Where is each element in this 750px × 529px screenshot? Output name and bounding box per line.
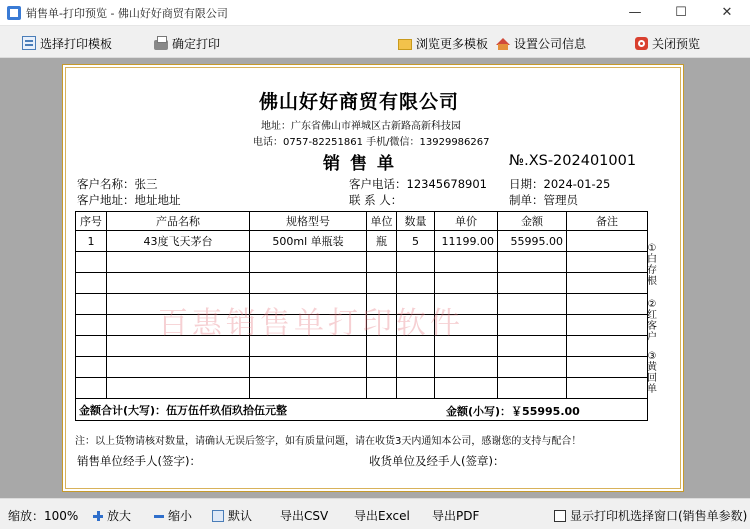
zoom-out-button[interactable] [154,507,192,524]
table-header-row [76,212,648,231]
close-preview-button[interactable] [635,33,700,53]
col-header: 数量 [397,212,435,231]
customer-name-value: 张三 [134,177,158,191]
seller-signature: 销售单位经手人(签字)： [77,454,201,468]
col-header: 规格型号 [250,212,367,231]
total-lower-label: 金额(小写)： [446,405,512,418]
total-upper-value: 伍万伍仟玖佰玖拾伍元整 [166,403,288,417]
customer-name-label: 客户名称： [77,177,135,191]
total-row [76,399,648,421]
contact-field [349,192,402,208]
col-header: 单位 [367,212,397,231]
window-title: 销售单-打印预览 - 佛山好好商贸有限公司 [26,7,228,20]
confirm-print-button[interactable] [154,33,220,53]
items-table [75,211,648,421]
date-field [509,176,610,192]
zoom-in-button[interactable] [93,507,131,524]
table-row [76,231,648,252]
show-printer-dialog-label: 显示打印机选择窗口(销售单参数) [570,509,748,523]
copy-label-red: ②红客户 [647,299,657,343]
default-zoom-icon [212,510,224,522]
company-name: 佛山好好商贸有限公司 [259,91,460,113]
title-bar [0,0,750,26]
export-csv-button[interactable]: 导出CSV [280,509,329,523]
export-excel-button[interactable]: 导出Excel [354,509,410,523]
cell-unit-price: 11199.00 [435,231,498,252]
toolbar [0,26,750,58]
browse-more-label: 浏览更多模板 [416,36,489,51]
cell-product: 43度飞天茅台 [107,231,250,252]
document-note: 注：以上货物请核对数量，请确认无误后签字，如有质量问题，请在收货3天内通知本公司，感谢您的支持与配合！ [75,436,582,447]
close-button[interactable]: ✕ [721,5,733,20]
print-page [62,64,684,492]
close-preview-icon [635,37,648,50]
status-bar [0,498,750,529]
receiver-signature: 收货单位及经手人(签章)： [369,454,505,468]
total-upper-label: 金额合计(大写)： [79,403,167,417]
customer-name-field [77,176,158,192]
company-settings-label: 设置公司信息 [514,36,587,51]
maximize-button[interactable]: ☐ [675,5,687,20]
close-preview-label: 关闭预览 [652,36,701,51]
zoom-out-label: 缩小 [168,509,193,523]
col-header: 单价 [435,212,498,231]
show-printer-dialog-checkbox[interactable] [554,510,566,522]
choose-template-label: 选择打印模板 [40,36,113,51]
default-zoom-button[interactable] [212,507,252,524]
company-address: 地址：广东省佛山市禅城区古新路高新科技园 [261,121,461,132]
cell-index: 1 [76,231,107,252]
col-header: 金额 [498,212,567,231]
app-icon [7,6,21,20]
company-settings-button[interactable] [496,33,586,53]
cell-quantity: 5 [397,231,435,252]
default-zoom-label: 默认 [228,509,253,523]
export-pdf-button[interactable]: 导出PDF [432,509,480,523]
table-row-empty [76,252,648,273]
customer-address-value: 地址地址 [134,193,181,207]
company-phone: 电话：0757-82251861 手机/微信：13929986267 [253,137,490,148]
table-row-empty [76,273,648,294]
cell-amount: 55995.00 [498,231,567,252]
maker-field [509,192,578,208]
table-row-empty [76,357,648,378]
copy-label-yellow: ③黄回单 [647,351,657,395]
customer-address-label: 客户地址： [77,193,135,207]
maker-label: 制单： [509,193,544,207]
total-lower-value: ￥55995.00 [511,405,580,418]
date-value: 2024-01-25 [543,177,611,191]
zoom-in-label: 放大 [107,509,132,523]
show-printer-dialog-option[interactable] [554,507,747,524]
table-row-empty [76,294,648,315]
customer-address-field [77,192,181,208]
printer-icon [154,40,168,50]
table-row-empty [76,378,648,399]
template-icon [22,36,36,50]
zoom-level: 缩放：100% [8,509,79,523]
total-cell [76,399,648,421]
choose-template-button[interactable] [22,33,112,53]
minus-icon [154,511,164,521]
col-header: 备注 [567,212,648,231]
table-row-empty [76,315,648,336]
col-header: 产品名称 [107,212,250,231]
folder-icon [398,39,412,50]
customer-phone-field [349,176,487,192]
watermark: 百惠销售单打印软件 [158,306,464,341]
copy-label-white: ①白存根 [647,243,657,287]
date-label: 日期： [509,177,544,191]
cell-spec: 500ml 单瓶装 [250,231,367,252]
browse-more-templates-button[interactable] [398,33,488,53]
preview-canvas[interactable] [0,58,750,498]
document-number: №.XS-202401001 [509,153,637,169]
home-icon [496,38,510,45]
cell-unit: 瓶 [367,231,397,252]
confirm-print-label: 确定打印 [172,36,221,51]
plus-icon [93,511,103,521]
minimize-button[interactable]: — [628,5,642,20]
document-title: 销售单 [323,154,404,174]
customer-phone-value: 12345678901 [406,177,487,191]
customer-phone-label: 客户电话： [349,177,407,191]
maker-value: 管理员 [543,193,578,207]
cell-remark [567,231,648,252]
col-header: 序号 [76,212,107,231]
table-row-empty [76,336,648,357]
contact-label: 联 系 人： [349,193,403,207]
